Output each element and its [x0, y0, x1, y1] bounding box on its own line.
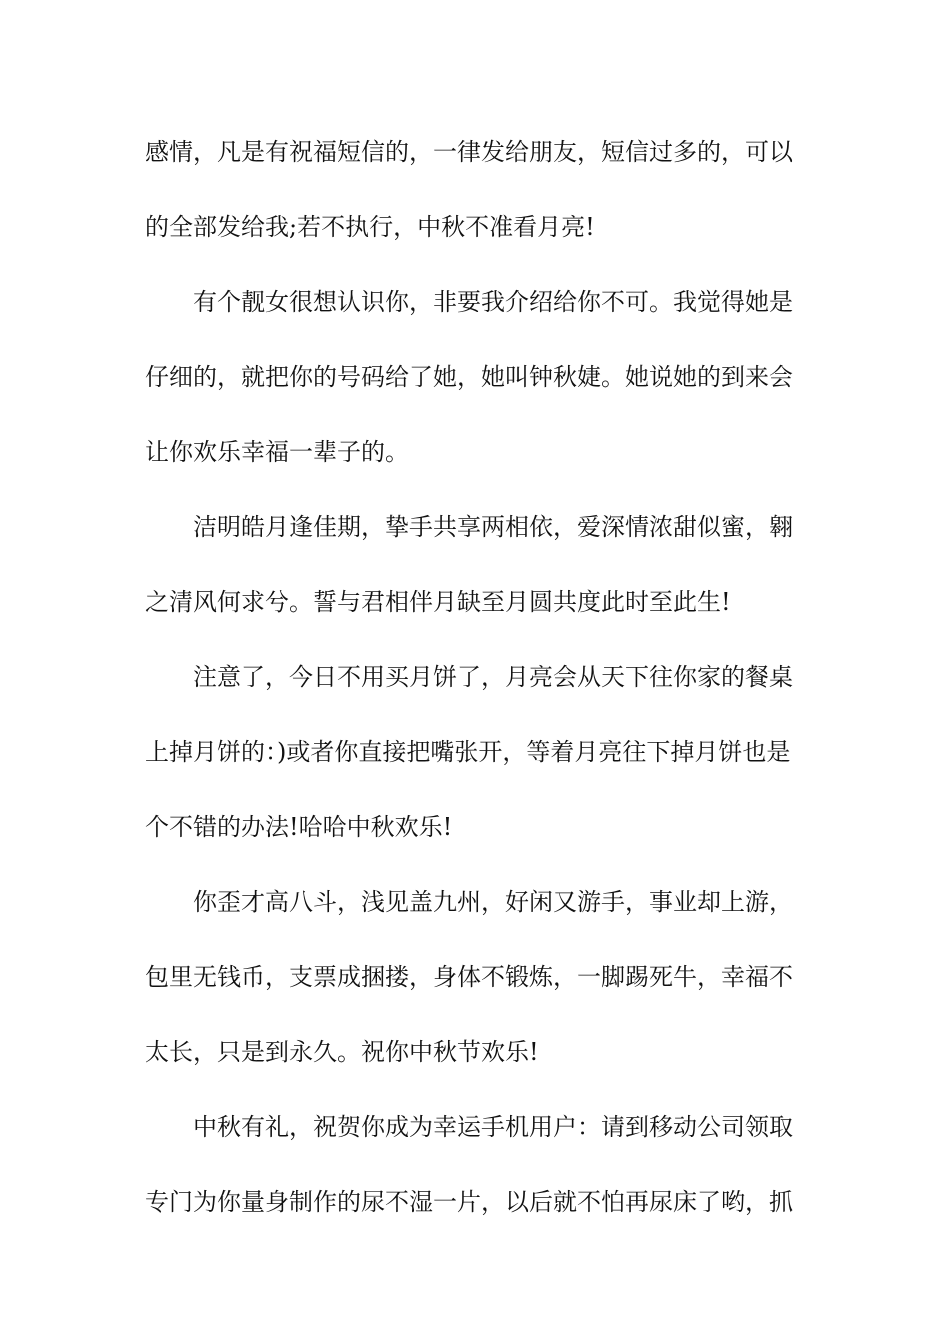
- paragraph-line: 上掉月饼的：)或者你直接把嘴张开，等着月亮往下掉月饼也是: [145, 738, 791, 766]
- paragraph-line: 包里无钱币，支票成捆搂，身体不锻炼，一脚踢死牛，幸福不: [145, 963, 793, 991]
- paragraph-line: 仔细的，就把你的号码给了她，她叫钟秋婕。她说她的到来会: [145, 363, 793, 391]
- paragraph-line: 个不错的办法!哈哈中秋欢乐!: [145, 813, 453, 841]
- paragraph-line: 太长，只是到永久。祝你中秋节欢乐!: [145, 1038, 539, 1066]
- paragraph-line: 感情，凡是有祝福短信的，一律发给朋友，短信过多的，可以: [145, 138, 793, 166]
- paragraph-line: 洁明皓月逢佳期，挚手共享两相依，爱深情浓甜似蜜，翱: [193, 513, 793, 541]
- paragraph-line: 让你欢乐幸福一辈子的。: [145, 438, 409, 466]
- paragraph-line: 你歪才高八斗，浅见盖九州，好闲又游手，事业却上游，: [193, 888, 793, 916]
- paragraph-line: 之清风何求兮。誓与君相伴月缺至月圆共度此时至此生!: [145, 588, 731, 616]
- paragraph-line: 中秋有礼，祝贺你成为幸运手机用户：请到移动公司领取: [193, 1113, 793, 1141]
- paragraph-line: 的全部发给我;若不执行，中秋不准看月亮!: [145, 213, 595, 241]
- paragraph-line: 注意了，今日不用买月饼了，月亮会从天下往你家的餐桌: [193, 663, 793, 691]
- paragraph-line: 专门为你量身制作的尿不湿一片，以后就不怕再尿床了哟，抓: [145, 1188, 793, 1216]
- paragraph-line: 有个靓女很想认识你，非要我介绍给你不可。我觉得她是: [193, 288, 793, 316]
